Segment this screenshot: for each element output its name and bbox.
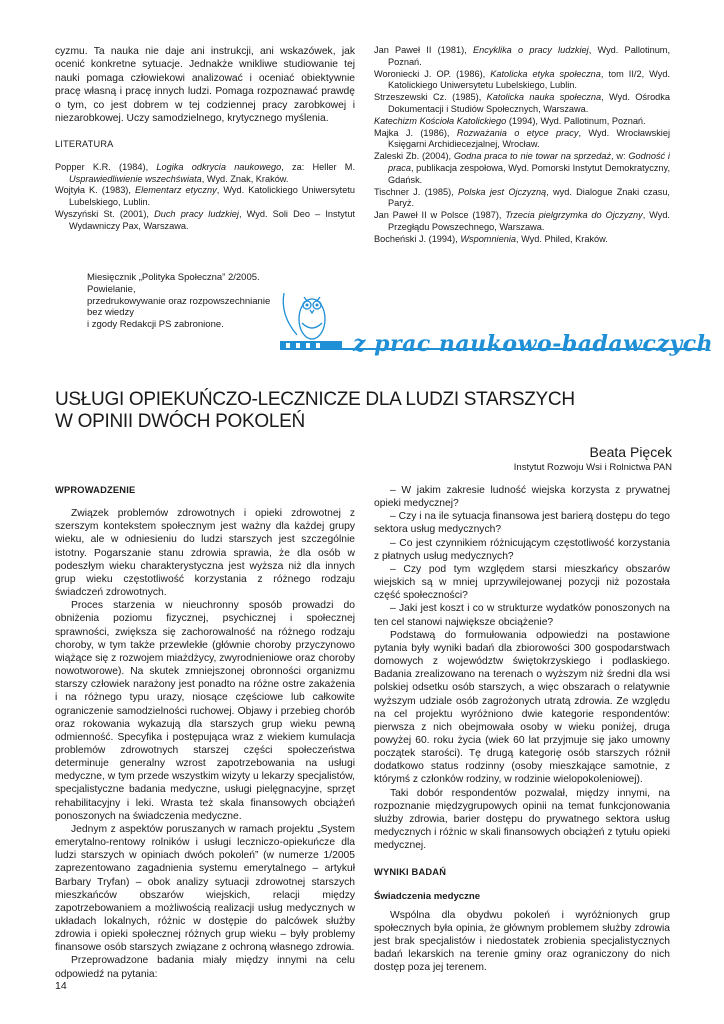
reference-text: , Wyd. Pallotinum, Poznań. bbox=[388, 45, 671, 67]
reference-entry bbox=[374, 128, 670, 152]
research-question: – Co jest czynnikiem różnicującym częstotliwość korzystania z płatnych usług medycznych? bbox=[374, 537, 670, 562]
reference-entry bbox=[374, 92, 670, 116]
previous-article-right-column bbox=[374, 45, 670, 246]
reference-text: Jan Paweł II (1981), bbox=[374, 45, 473, 55]
reference-title: Logika odkrycia naukowego bbox=[156, 161, 282, 172]
copyright-note-line: Miesięcznik „Polityka Społeczna” 2/2005. bbox=[87, 272, 260, 283]
literature-list-left bbox=[55, 162, 355, 233]
article-title-line: USŁUGI OPIEKUŃCZO-LECZNICZE DLA LUDZI STARSZYCH bbox=[55, 389, 575, 410]
reference-text: , za: Heller M. bbox=[281, 161, 355, 172]
research-question: – Czy pod tym względem starsi mieszkańcy obszarów wiejskich są w mniej uprzywilejowanej pozycji niż pozostała część społeczności? bbox=[374, 563, 670, 602]
reference-title: Trzecia pielgrzymka do Ojczyzny bbox=[505, 210, 643, 221]
introduction-heading: WPROWADZENIE bbox=[55, 485, 136, 495]
research-question: – W jakim zakresie ludność wiejska korzysta z prywatnej opieki medycznej? bbox=[374, 485, 670, 510]
reference-text: Zaleski Zb. (2004), bbox=[374, 151, 454, 162]
body-paragraph: Jednym z aspektów poruszanych w ramach projektu „System emerytalno-rentowy rolników i usługi leczniczo-opiekuńcze dla ludzi starszych w opiniach dwóch pokoleń” (w numerze 1/2005 zaprezentowano zagadnienia systemu emerytalnego – artykuł Barbary Tryfan) – obok analizy sytuacji zdrowotnej starszych mieszkańców obszarów wiejskich, relacji między zapotrzebowaniem a możliwością realizacji usług medycznych w układach lokalnych, różnic w dostępie do palcówek służby zdrowia i opieki społecznej różnych grup wieku – były problemy finansowe osób starszych związane z ochroną własnego zdrowia. bbox=[55, 823, 355, 954]
reference-title: Encyklika o pracy ludzkiej bbox=[472, 45, 589, 55]
reference-text: Jan Paweł II w Polsce (1987), bbox=[374, 210, 506, 221]
reference-text: Bocheński J. (1994), bbox=[374, 233, 461, 244]
reference-text: , Wyd. Wrocławskiej Księgarni Archidiecezjalnej, Wrocław. bbox=[388, 127, 670, 150]
body-paragraph: Taki dobór respondentów pozwalał, między innymi, na rozpoznanie międzygrupowych opinii na temat funkcjonowania służby zdrowia, barier dostępu do prywatnego sektora usług medycznych i różnic w skali finansowych obciążeń z tytułu opieki medycznej. bbox=[374, 787, 670, 852]
reference-entry bbox=[374, 187, 670, 211]
reference-text: , Wyd. Ośrodka Dokumentacji i Studiów Społecznych, Warszawa. bbox=[388, 92, 670, 114]
article-author: Beata Pięcek bbox=[589, 444, 672, 460]
copyright-note bbox=[87, 272, 287, 331]
reference-entry bbox=[374, 210, 670, 234]
reference-entry bbox=[55, 162, 355, 186]
reference-title: Rozważania o etyce pracy bbox=[456, 127, 579, 138]
reference-text: Woroniecki J. OP. (1986), bbox=[374, 68, 491, 79]
literature-list-right bbox=[374, 45, 670, 246]
article-title bbox=[55, 389, 675, 433]
reference-text: , Wyd. Philed, Kraków. bbox=[515, 233, 608, 244]
body-paragraph: Przeprowadzone badania miały między innymi na celu odpowiedź na pytania: bbox=[55, 955, 355, 980]
section-banner-title: z prac naukowo-badawczych bbox=[353, 331, 714, 357]
article-body-left-column bbox=[55, 484, 355, 981]
reference-text: , publikacja zespołowa, Wyd. Pomorski Instytut Demokratyczny, Gdańsk. bbox=[388, 162, 670, 185]
copyright-note-line: i zgody Redakcji PS zabronione. bbox=[87, 319, 224, 331]
results-heading: WYNIKI BADAŃ bbox=[374, 867, 447, 878]
reference-text: Tischner J. (1985), bbox=[374, 186, 458, 197]
reference-title: Elementarz etyczny bbox=[135, 185, 217, 196]
reference-text: Wyszyński St. (2001), bbox=[55, 209, 155, 220]
reference-entry bbox=[374, 45, 670, 69]
reference-title: Wspomnienia bbox=[460, 233, 516, 244]
reference-entry bbox=[374, 116, 670, 128]
copyright-note-line: przedrukowywanie oraz rozpowszechnianie bbox=[87, 295, 271, 307]
reference-title: Godność i praca bbox=[388, 151, 670, 173]
body-paragraph: Wspólna dla obydwu pokoleń i wyróżnionych grup społecznych była opinia, że głównym problemem służby zdrowia jest brak specjalistów i niedostatek zrobienia specjalistycznych badań lekarskich na terenie gminy oraz ograniczony do nich dostęp poza jej terenem. bbox=[374, 909, 670, 974]
reference-text: , tom II/2, Wyd. Katolickiego Uniwersytetu Lubelskiego, Lublin. bbox=[388, 68, 670, 91]
reference-entry bbox=[374, 234, 670, 246]
body-paragraph: Związek problemów zdrowotnych i opieki zdrowotnej z szerszym kontekstem społecznym jest ważny dla każdej grupy wieku, ale w odniesieniu do ludzi starszych jest szczególnie istotny. Pogarszanie stanu zdrowia sprawia, że dla osób w podeszłym wieku charakterystyczna jest wyższa niż dla innych grup wieku częstotliwość korzystania z różnego rodzaju świadczeń zdrowotnych. bbox=[55, 508, 355, 599]
research-question: – Jaki jest koszt i co w strukturze wydatków ponoszonych na ten cel stanowi największe obciążenie? bbox=[374, 603, 670, 628]
reference-text: , Wyd. Soli Deo – Instytut Wydawniczy Pax, Warszawa. bbox=[69, 209, 355, 231]
article-body-right-column bbox=[374, 484, 670, 974]
author-affiliation: Instytut Rozwoju Wsi i Rolnictwa PAN bbox=[513, 462, 672, 473]
reference-entry bbox=[55, 209, 355, 233]
reference-title: Katolicka etyka społeczna bbox=[490, 68, 601, 79]
reference-title: Katechizm Kościoła Katolickiego bbox=[374, 115, 507, 126]
reference-title: Duch pracy ludzkiej bbox=[154, 209, 239, 220]
research-question: – Czy i na ile sytuacja finansowa jest barierą dostępu do tego sektora usług medycznych? bbox=[374, 511, 670, 536]
previous-article-closing-paragraph: cyzmu. Ta nauka nie daje ani instrukcji, ani wskazówek, jak ocenić konkretne sytuacje. Jednakże wnikliwe studiowanie tej nauki pomaga człowiekowi analizować i oceniać obiektywnie pracę własną i pracę innych ludzi. Pomaga rozpoznawać prawdę o tym, co jest dobrem w tej codziennej pracy zarobkowej i niezarobkowej. Uczy samodzielnego, krytycznego myślenia. bbox=[55, 46, 355, 125]
reference-text: , Wyd. Przegłądu Powszechnego, Warszawa. bbox=[388, 210, 670, 232]
reference-text: , wyd. Dialogue Znaki czasu, Paryż. bbox=[388, 186, 670, 209]
reference-text: Popper K.R. (1984), bbox=[55, 161, 157, 172]
page-number: 14 bbox=[55, 980, 67, 992]
literature-heading: LITERATURA bbox=[55, 139, 114, 150]
results-subheading: Świadczenia medyczne bbox=[374, 890, 481, 902]
article-title-line: W OPINII DWÓCH POKOLEŃ bbox=[55, 411, 305, 432]
reference-text: , Wyd. Katolickiego Uniwersytetu Lubelskiego, Lublin. bbox=[69, 185, 355, 208]
reference-entry bbox=[374, 69, 670, 93]
reference-text: Majka J. (1986), bbox=[374, 127, 457, 138]
body-paragraph: Proces starzenia w nieuchronny sposób prowadzi do obniżenia poziomu fizycznej, psychicznej i społecznej sprawności, zwiększa się zachorowalność na różnego rodzaju choroby, w tym także przewlekłe (głównie choroby przyczynowo wiążące się z rozwojem miażdżycy, zwyrodnieniowe oraz choroby nowotworowe). Na skutek zmniejszonej obronności organizmu starszy człowiek narażony jest ponadto na różne ostre zakażenia i na różnego typu urazy, niosące częściowe lub całkowite ograniczenie samodzielności ruchowej. Objawy i przebieg chorób oraz rokowania wykazują dla starszych grup wieku pewną odmienność. Specyfika i postępująca wraz z wiekiem kumulacja problemów zdrowotnych starszej części społeczeństwa determinuje generalny wzrost zapotrzebowania na usługi medyczne, w tym przede wszystkim wizyty u lekarzy specjalistów, specjalistyczne badania medyczne, usługi pielęgnacyjne, sprzęt rehabilitacyjny i leki. Wrasta też skala finansowych obciążeń ponoszonych na świadczenia medyczne. bbox=[55, 600, 355, 822]
reference-text: , w: bbox=[611, 151, 629, 162]
reference-entry bbox=[55, 185, 355, 209]
copyright-note-line: bez wiedzy bbox=[87, 307, 134, 319]
reference-text: Strzeszewski Cz. (1985), bbox=[374, 92, 487, 103]
reference-text: (1994), Wyd. Pallotinum, Poznań. bbox=[506, 115, 646, 126]
reference-entry bbox=[374, 151, 670, 186]
reference-title: Polska jest Ojczyzną bbox=[457, 186, 547, 197]
reference-title: Godna praca to nie towar na sprzedaż bbox=[453, 151, 612, 162]
previous-article-left-column bbox=[55, 45, 355, 233]
copyright-note-line: Powielanie, bbox=[87, 283, 136, 295]
reference-title: Katolicka nauka społeczna bbox=[486, 92, 602, 103]
reference-text: , Wyd. Znak, Kraków. bbox=[201, 173, 289, 184]
reference-text: Wojtyła K. (1983), bbox=[55, 185, 135, 196]
body-paragraph: Podstawą do formułowania odpowiedzi na postawione pytania były wyniki badań dla zbiorowości 300 gospodarstwach domowych z województw świętokrzyskiego i podlaskiego. Badania zrealizowano na terenach o wyższym niż średni dla wsi polskiej odsetku osób starszych, a więc obszarach o relatywnie wyższym udziale osób zagrożonych utratą zdrowia. Ze względu na cel projektu wyróżniono dwie kategorie respondentów: pierwsza z nich obejmowała osoby w wieku poniżej, druga powyżej 60. roku życia (wiek 60 lat przyjmuje się jako umowny początek starości). Tę drugą kategorię osób starszych różnił dodatkowo status rodzinny (osoby mieszkające samotnie, z którymś z członków rodziny, w rodzinie wielopokoleniowej). bbox=[374, 629, 670, 786]
reference-title: Usprawiedliwienie wszechświata bbox=[69, 173, 202, 184]
